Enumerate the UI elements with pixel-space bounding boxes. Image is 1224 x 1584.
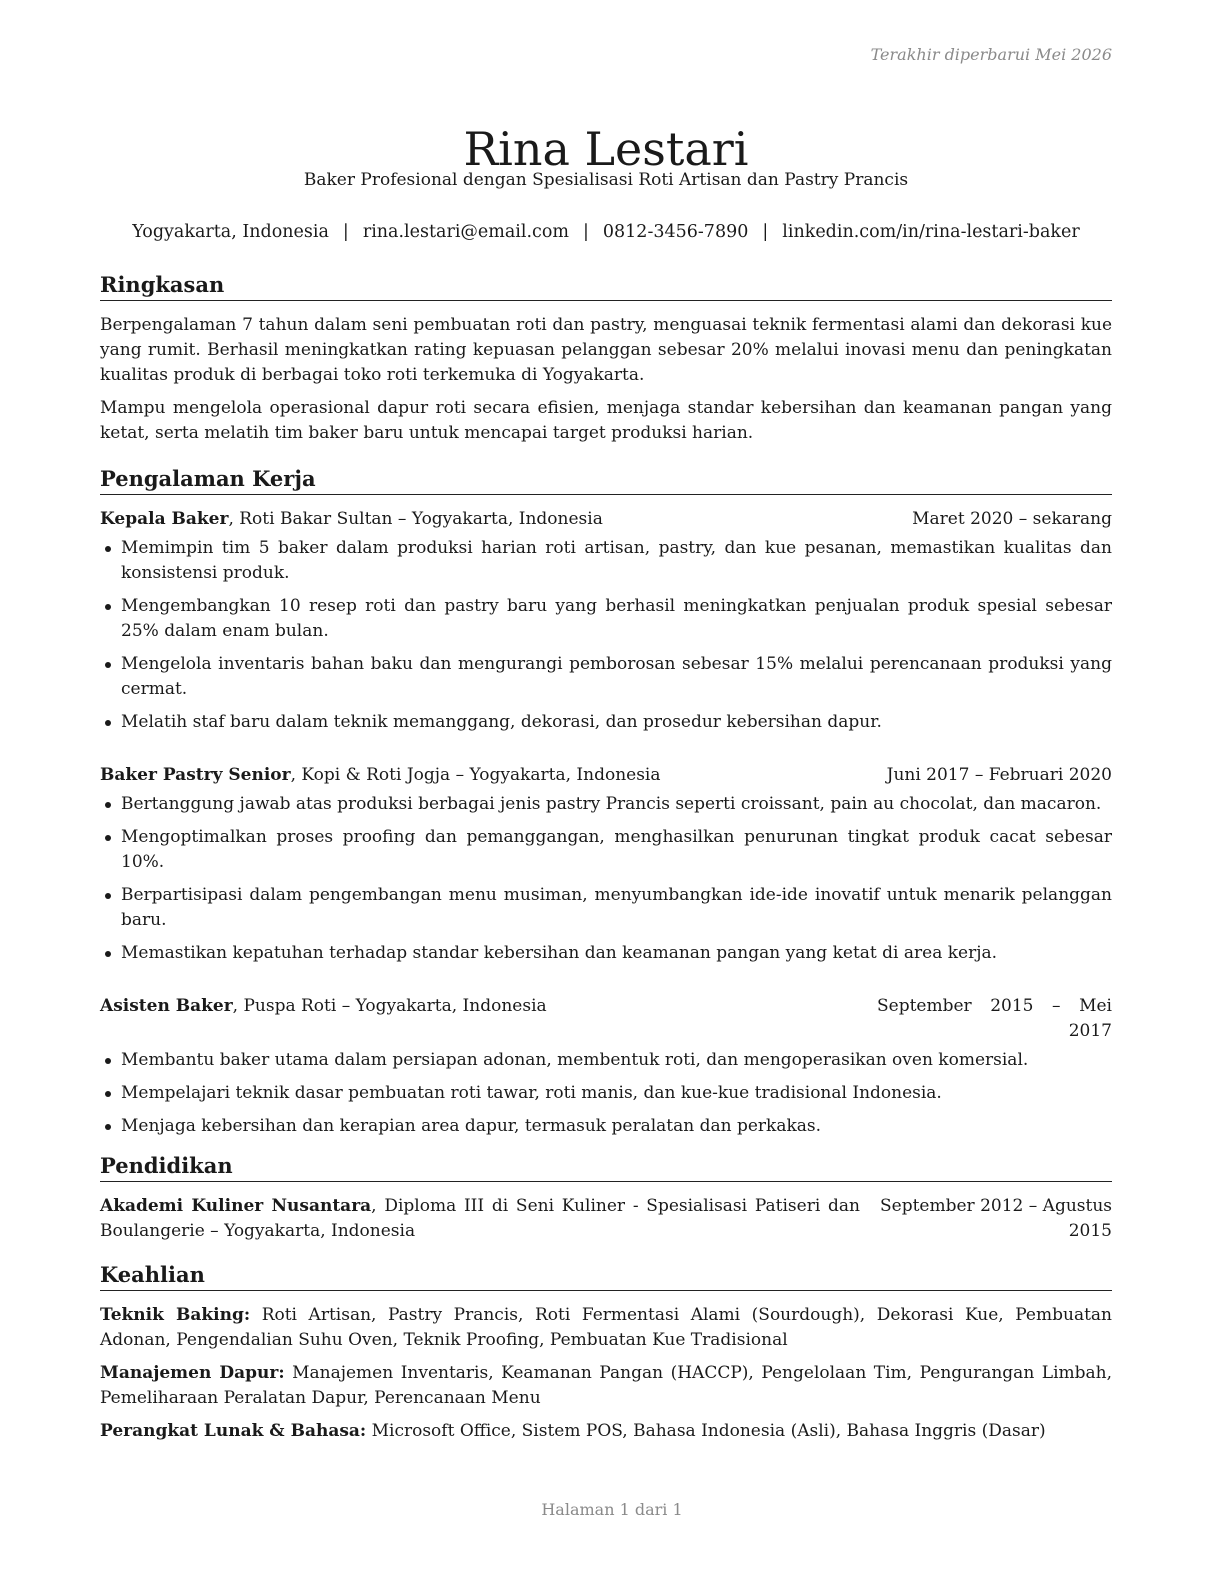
job-bullet: Menjaga kebersihan dan kerapian area dapur, termasuk peralatan dan perkakas. — [100, 1114, 1112, 1139]
job-header — [100, 994, 1112, 1044]
job-role: Kepala Baker — [100, 509, 229, 529]
job-dates: Juni 2017 – Februari 2020 — [886, 765, 1112, 785]
job-bullet: Memastikan kepatuhan terhadap standar kebersihan dan keamanan pangan yang ketat di area kerja. — [100, 941, 1112, 966]
job-bullet: Mengembangkan 10 resep roti dan pastry baru yang berhasil meningkatkan penjualan produk spesial sebesar 25% dalam enam bulan. — [100, 594, 1112, 644]
job-bullet: Bertanggung jawab atas produksi berbagai jenis pastry Prancis seperti croissant, pain au chocolat, dan macaron. — [100, 792, 1112, 817]
job-bullet: Melatih staf baru dalam teknik memanggang, dekorasi, dan prosedur kebersihan dapur. — [100, 710, 1112, 735]
contact-separator: | — [583, 222, 589, 242]
job-bullet: Memimpin tim 5 baker dalam produksi harian roti artisan, pastry, dan kue pesanan, memastikan kualitas dan konsistensi produk. — [100, 536, 1112, 586]
job-entry — [100, 994, 1112, 1139]
summary-paragraph: Mampu mengelola operasional dapur roti secara efisien, menjaga standar kebersihan dan keamanan pangan yang ketat, serta melatih tim baker baru untuk mencapai target produksi harian. — [100, 398, 1112, 443]
skill-label: Manajemen Dapur: — [100, 1363, 285, 1383]
experience-section — [100, 464, 1112, 1139]
job-bullets — [100, 536, 1112, 735]
job-bullet: Membantu baker utama dalam persiapan adonan, membentuk roti, dan mengoperasikan oven komersial. — [100, 1048, 1112, 1073]
education-dates: September 2012 – Agustus 2015 — [880, 1196, 1112, 1241]
summary-paragraph: Berpengalaman 7 tahun dalam seni pembuatan roti dan pastry, menguasai teknik fermentasi alami dan dekorasi kue yang rumit. Berhasil meningkatkan rating kepuasan pelanggan sebesar 20% melalui inovasi menu dan peningkatan kualitas produk di berbagai toko roti terkemuka di Yogyakarta. — [100, 315, 1112, 385]
contact-email[interactable]: rina.lestari@email.com — [362, 222, 569, 242]
job-org: , Kopi & Roti Jogja – Yogyakarta, Indonesia — [290, 765, 661, 785]
candidate-name: Rina Lestari — [463, 121, 749, 176]
skill-label: Perangkat Lunak & Bahasa: — [100, 1421, 367, 1441]
contact-linkedin[interactable]: linkedin.com/in/rina-lestari-baker — [782, 222, 1080, 242]
education-entry — [100, 1194, 1112, 1244]
job-entry — [100, 763, 1112, 966]
job-role: Asisten Baker — [100, 996, 233, 1016]
skill-items: Microsoft Office, Sistem POS, Bahasa Indonesia (Asli), Bahasa Inggris (Dasar) — [366, 1421, 1046, 1441]
contact-phone: 0812-3456-7890 — [602, 222, 749, 242]
job-dates: September 2015 – Mei 2017 — [877, 996, 1112, 1041]
page-number: Halaman 1 dari 1 — [541, 1500, 683, 1519]
resume-content — [100, 270, 1112, 1452]
job-bullets — [100, 792, 1112, 966]
contact-line — [100, 220, 1112, 244]
education-school: Akademi Kuliner Nusantara — [100, 1196, 372, 1216]
job-header — [100, 507, 1112, 532]
job-bullet: Mengelola inventaris bahan baku dan mengurangi pemborosan sebesar 15% melalui perencanaan produksi yang cermat. — [100, 652, 1112, 702]
skill-label: Teknik Baking: — [100, 1305, 251, 1325]
last-updated: Terakhir diperbarui Mei 2026 — [870, 45, 1112, 64]
section-title-experience: Pengalaman Kerja — [100, 464, 1112, 495]
contact-location: Yogyakarta, Indonesia — [132, 222, 329, 242]
job-header — [100, 763, 1112, 788]
tagline: Baker Profesional dengan Spesialisasi Roti Artisan dan Pastry Prancis — [303, 170, 909, 190]
job-dates: Maret 2020 – sekarang — [912, 509, 1112, 529]
contact-separator: | — [342, 222, 349, 242]
contact-separator: | — [762, 222, 769, 242]
job-role: Baker Pastry Senior — [100, 765, 291, 785]
section-title-skills: Keahlian — [100, 1260, 1112, 1291]
job-bullet: Mengoptimalkan proses proofing dan pemanggangan, menghasilkan penurunan tingkat produk cacat sebesar 10%. — [100, 825, 1112, 875]
job-entry — [100, 507, 1112, 735]
skill-items: Manajemen Inventaris, Keamanan Pangan (HACCP), Pengelolaan Tim, Pengurangan Limbah, Pemeliharaan Peralatan Dapur, Perencanaan Menu — [100, 1363, 1112, 1408]
job-bullet: Berpartisipasi dalam pengembangan menu musiman, menyumbangkan ide-ide inovatif untuk menarik pelanggan baru. — [100, 883, 1112, 933]
skill-group — [100, 1361, 1112, 1411]
education-section — [100, 1151, 1112, 1244]
summary-section — [100, 270, 1112, 446]
job-bullet: Mempelajari teknik dasar pembuatan roti tawar, roti manis, dan kue-kue tradisional Indonesia. — [100, 1081, 1112, 1106]
job-org: , Roti Bakar Sultan – Yogyakarta, Indonesia — [228, 509, 603, 529]
skills-section — [100, 1260, 1112, 1444]
skill-items: Roti Artisan, Pastry Prancis, Roti Fermentasi Alami (Sourdough), Dekorasi Kue, Pembuatan Adonan, Pengendalian Suhu Oven, Teknik Proofing, Pembuatan Kue Tradisional — [100, 1305, 1112, 1350]
skill-group — [100, 1303, 1112, 1353]
section-title-summary: Ringkasan — [100, 270, 1112, 301]
job-bullets — [100, 1048, 1112, 1139]
skill-group — [100, 1419, 1112, 1444]
section-title-education: Pendidikan — [100, 1151, 1112, 1182]
job-org: , Puspa Roti – Yogyakarta, Indonesia — [232, 996, 547, 1016]
education-detail: , Diploma III di Seni Kuliner - Spesialisasi Patiseri dan Boulangerie – Yogyakarta, Indonesia — [100, 1196, 860, 1241]
